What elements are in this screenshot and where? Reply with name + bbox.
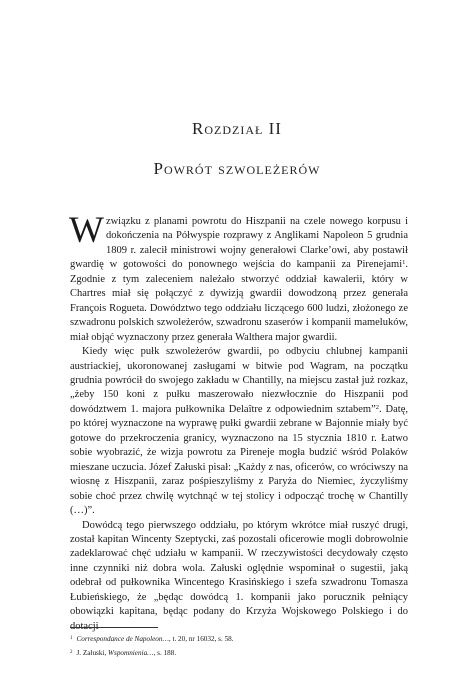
footnote-ref: 1 xyxy=(402,259,406,267)
paragraph-text: Kiedy więc pułk szwoleżerów gwardii, po odbyciu chlubnej kampanii austriackiej, ukoronowanej zasługami w bitwie pod Wagram, na początku grudnia powrócił do swojego zakładu w Chantilly, na miejscu zastał już rozkaz, „żeby 150 koni z pułku maszerowało niezwłocznie do Hiszpanii pod dowództwem 1. majora pułkownika Delaître z odpowiednim sztabem” xyxy=(70,346,408,415)
paragraph xyxy=(70,345,408,518)
drop-cap: W xyxy=(69,210,104,251)
paragraph xyxy=(69,210,408,345)
body-text xyxy=(69,210,408,634)
footnote xyxy=(70,646,408,660)
paragraph-text: związku z planami powrotu do Hiszpanii na czele nowego korpusu i dokończenia na Półwyspie rozprawy z Anglikami Napoleon 5 grudnia 1809 r. zalecił ministrowi wojny generałowi Clarke’owi, aby postawił gwardię w gotowości do ponownego wejścia do kampanii za Pirenejami xyxy=(70,216,408,271)
footnote-text: Wspomnienia… xyxy=(108,649,154,657)
footnote-text: Correspondance de Napoleon… xyxy=(76,635,169,643)
footnote-text: J. Załuski, xyxy=(76,649,109,657)
footnote-text: , t. 20, nr 16032, s. 58. xyxy=(168,635,234,643)
footnote-text: , s. 188. xyxy=(153,649,177,657)
paragraph xyxy=(70,519,408,635)
chapter-title: Powrót szwoleżerów xyxy=(153,159,321,178)
paragraph-text: . Zgodnie z tym zaleceniem należało stworzyć oddział kawalerii, który w Chartres miał się połączyć z dywizją gwardii dowodzoną przez generała François Rogueta. Dowództwo tego oddziału liczącego 600 ludzi, złożonego ze szwadronu polskich szwoleżerów, szwadronu szaserów i kompanii mameluków, miał objąć wyznaczony przez generała Walthera major gwardii. xyxy=(70,259,408,343)
footnote-rule xyxy=(70,627,158,628)
paragraph-text: . Datę, po której wyznaczone na wyprawę pułki gwardii zebrane w Bajonnie miały być gotowe do przekroczenia granicy, wyznaczono na 15 stycznia 1810 r. Łatwo sobie wyobrazić, że wizja powrotu za Pireneje mogła budzić wśród Polaków mieszane uczucia. Józef Załuski pisał: „Każdy z nas, oficerów, co wróciwszy na wiosnę z Hiszpanii, zaraz pośpieszyliśmy z Paryża do Niemiec, życzyliśmy sobie choć przez chwilę wytchnąć w tej stolicy i odpocząć trochę w Chantilly (…)”. xyxy=(70,403,408,517)
footnotes xyxy=(70,632,408,660)
footnote-number: 2 xyxy=(70,650,73,655)
chapter-heading: Rozdział II xyxy=(192,119,282,138)
footnote-ref: 2 xyxy=(375,403,380,411)
paragraph-text: Dowódcą tego pierwszego oddziału, po którym wkrótce miał ruszyć drugi, został kapitan Wincenty Szeptycki, zaś pozostali oficerowie mogli dobrowolnie zadeklarować chęć udziału w kampanii. W rzeczywistości decydowały często inne czynniki niż dobra wola. Załuski oględnie wspominał o sugestii, jaką odebrał od pułkownika Wincentego Krasińskiego i szefa szwadronu Tomasza Łubieńskiego, że „będąc dowódcą 1. kompanii jako porucznik pełniący obowiązki kapitana, będąc podany do Krzyża Wojskowego Polskiego i do dotacji xyxy=(70,519,408,632)
footnote-number: 1 xyxy=(70,636,73,641)
footnote xyxy=(70,632,408,646)
